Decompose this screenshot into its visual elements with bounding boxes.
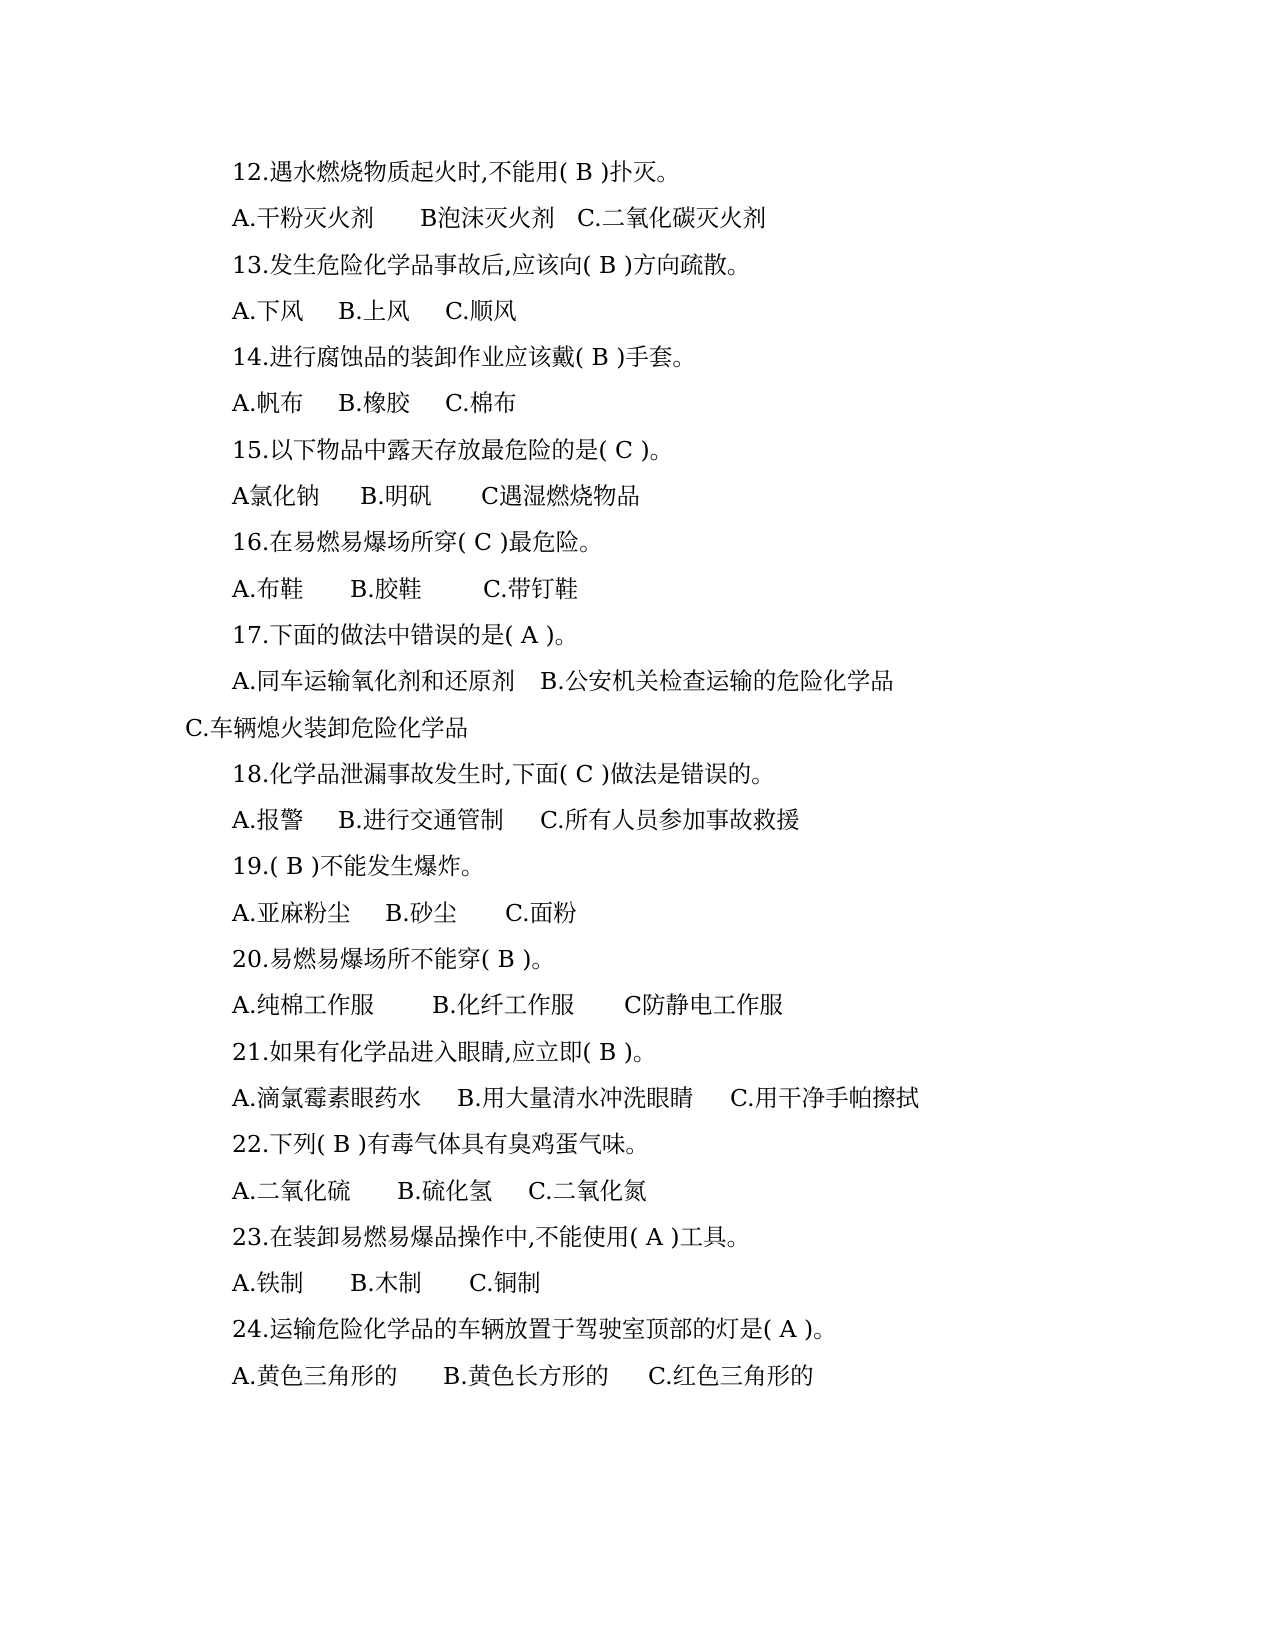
option-c: C.二氧化碳灭火剂	[577, 204, 767, 233]
question-item	[185, 612, 1090, 751]
option-b: B.砂尘	[385, 898, 457, 927]
question-item	[185, 427, 1090, 520]
option-list	[185, 1260, 1090, 1306]
option-a: A.滴氯霉素眼药水	[232, 1083, 421, 1112]
question-text: 16.在易燃易爆场所穿( C )最危险。	[232, 528, 603, 557]
option-list	[185, 288, 1090, 334]
option-c: C.棉布	[445, 389, 517, 418]
option-b: B.黄色长方形的	[443, 1361, 609, 1390]
option-c: C.车辆熄火装卸危险化学品	[185, 713, 469, 742]
option-list	[185, 195, 1090, 241]
question-item	[185, 1029, 1090, 1122]
question-item	[185, 1214, 1090, 1307]
question-text: 15.以下物品中露天存放最危险的是( C )。	[232, 435, 674, 464]
option-list	[185, 380, 1090, 426]
question-item	[185, 751, 1090, 844]
question-text: 24.运输危险化学品的车辆放置于驾驶室顶部的灯是( A )。	[232, 1315, 837, 1344]
question-text: 20.易燃易爆场所不能穿( B )。	[232, 945, 555, 974]
option-b: B.公安机关检查运输的危险化学品	[540, 667, 894, 696]
option-b: B.橡胶	[338, 389, 410, 418]
option-list	[185, 473, 1090, 519]
option-list	[185, 890, 1090, 936]
option-list	[185, 982, 1090, 1028]
option-list	[185, 1075, 1090, 1121]
option-a: A氯化钠	[232, 482, 320, 511]
question-item	[185, 149, 1090, 242]
question-text: 23.在装卸易燃易爆品操作中,不能使用( A )工具。	[232, 1222, 751, 1251]
question-item	[185, 519, 1090, 612]
option-b: B.胶鞋	[350, 574, 422, 603]
option-list	[185, 1168, 1090, 1214]
question-item	[185, 242, 1090, 335]
option-c: C.顺风	[445, 296, 517, 325]
option-a: A.帆布	[232, 389, 304, 418]
option-list	[185, 797, 1090, 843]
option-c: C.红色三角形的	[648, 1361, 814, 1390]
option-a: A.亚麻粉尘	[232, 898, 351, 927]
option-list	[185, 566, 1090, 612]
option-b: B.上风	[338, 296, 410, 325]
option-b: B.用大量清水冲洗眼睛	[457, 1083, 694, 1112]
option-a: A.同车运输氧化剂和还原剂	[232, 667, 515, 696]
option-a: A.纯棉工作服	[232, 991, 374, 1020]
question-text: 14.进行腐蚀品的装卸作业应该戴( B )手套。	[232, 343, 696, 372]
question-item	[185, 843, 1090, 936]
question-item	[185, 1306, 1090, 1399]
question-item	[185, 334, 1090, 427]
option-b: B.明矾	[360, 482, 432, 511]
question-text: 19.( B )不能发生爆炸。	[232, 852, 485, 881]
question-text: 21.如果有化学品进入眼睛,应立即( B )。	[232, 1037, 657, 1066]
option-list	[185, 1353, 1090, 1399]
option-a: A.铁制	[232, 1269, 304, 1298]
option-c: C.二氧化氮	[528, 1176, 647, 1205]
question-item	[185, 936, 1090, 1029]
question-text: 22.下列( B )有毒气体具有臭鸡蛋气味。	[232, 1130, 649, 1159]
option-c: C.带钉鞋	[483, 574, 579, 603]
option-c: C.铜制	[469, 1269, 541, 1298]
option-list	[185, 658, 1090, 751]
option-c: C.用干净手帕擦拭	[730, 1083, 920, 1112]
option-a: A.干粉灭火剂	[232, 204, 374, 233]
question-text: 17.下面的做法中错误的是( A )。	[232, 620, 579, 649]
option-c: C防静电工作服	[624, 991, 783, 1020]
option-a: A.下风	[232, 296, 304, 325]
question-text: 13.发生危险化学品事故后,应该向( B )方向疏散。	[232, 250, 751, 279]
document-page	[185, 149, 1090, 1399]
option-a: A.二氧化硫	[232, 1176, 351, 1205]
option-b: B.进行交通管制	[338, 806, 504, 835]
option-b: B.木制	[350, 1269, 422, 1298]
option-b: B.硫化氢	[397, 1176, 493, 1205]
option-b: B泡沫灭火剂	[420, 204, 555, 233]
option-b: B.化纤工作服	[432, 991, 575, 1020]
option-a: A.布鞋	[232, 574, 304, 603]
question-text: 18.化学品泄漏事故发生时,下面( C )做法是错误的。	[232, 759, 775, 788]
option-c: C遇湿燃烧物品	[481, 482, 640, 511]
question-text: 12.遇水燃烧物质起火时,不能用( B )扑灭。	[232, 158, 680, 186]
option-a: A.黄色三角形的	[232, 1361, 398, 1390]
question-item	[185, 1121, 1090, 1214]
option-c: C.所有人员参加事故救援	[540, 806, 800, 835]
option-c: C.面粉	[505, 898, 577, 927]
option-a: A.报警	[232, 806, 304, 835]
